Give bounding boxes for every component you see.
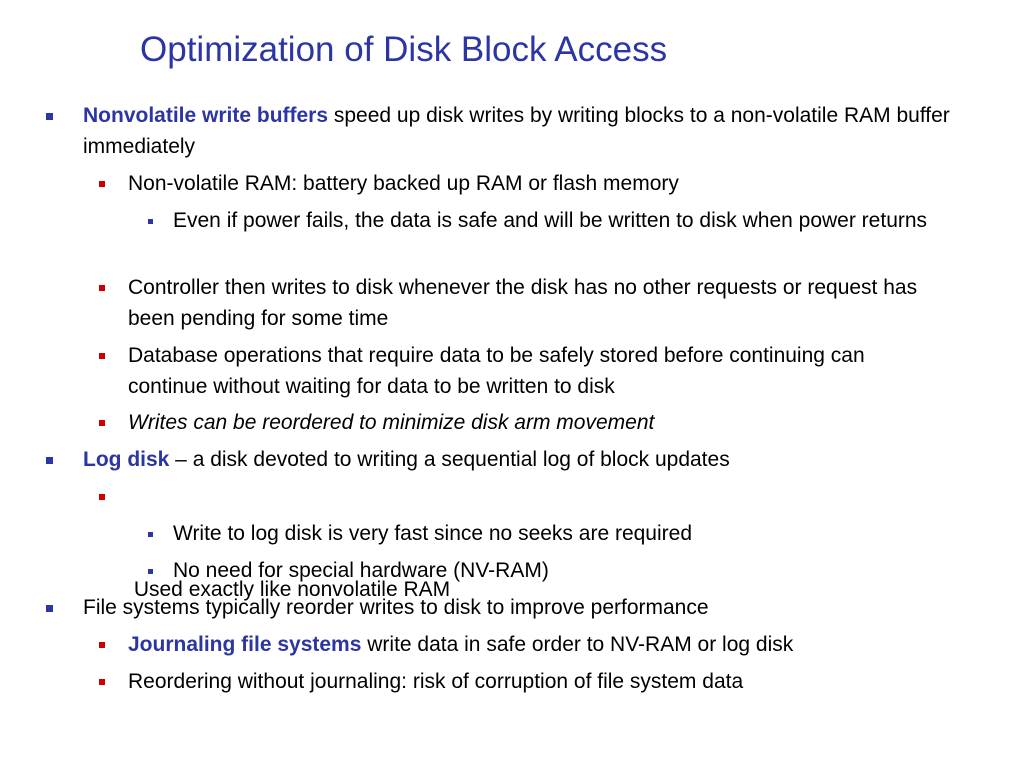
bullet-text: Controller then writes to disk whenever the disk has no other requests or request has been pending for some time [128, 276, 918, 330]
square-bullet-icon [148, 569, 153, 574]
bullet-text: Writes can be reordered to minimize disk arm movement [128, 411, 655, 434]
bullet-controller [128, 272, 968, 334]
square-bullet-icon [99, 181, 105, 187]
bullet-text: No need for special hardware (NV-RAM) [173, 559, 549, 582]
bullet-text: Reordering without journaling: risk of corruption of file system data [128, 670, 744, 693]
bullet-database-operations [128, 340, 938, 402]
square-bullet-icon [99, 285, 105, 291]
bullet-log-disk-fast [173, 518, 963, 549]
square-bullet-icon [99, 494, 105, 500]
bullet-writes-reordered [128, 407, 968, 438]
square-bullet-icon [46, 605, 53, 612]
square-bullet-icon [46, 457, 53, 464]
square-bullet-icon [46, 113, 53, 120]
bullet-text: write data in safe order to NV-RAM or log disk [361, 633, 794, 656]
bullet-text: Write to log disk is very fast since no seeks are required [173, 522, 693, 545]
bullet-text: Database operations that require data to be safely stored before continuing can continue without waiting for data to be written to disk [128, 344, 865, 398]
square-bullet-icon [148, 219, 153, 224]
square-bullet-icon [99, 679, 105, 685]
bullet-text: – a disk devoted to writing a sequential log of block updates [169, 448, 730, 471]
bullet-file-systems [83, 592, 963, 623]
bullet-journaling-file-systems [128, 629, 968, 660]
term-journaling-file-systems: Journaling file systems [128, 633, 362, 656]
bullet-reordering-without-journaling [128, 666, 968, 697]
bullet-text: speed up disk writes by writing blocks to a non-volatile RAM buffer immediately [83, 104, 950, 158]
bullet-power-fails [173, 205, 963, 236]
bullet-log-disk [83, 444, 963, 475]
term-log-disk: Log disk [83, 448, 170, 471]
term-nonvolatile-write-buffers: Nonvolatile write buffers [83, 104, 329, 127]
bullet-text: File systems typically reorder writes to disk to improve performance [83, 596, 709, 619]
square-bullet-icon [99, 642, 105, 648]
square-bullet-icon [99, 420, 105, 426]
square-bullet-icon [99, 353, 105, 359]
square-bullet-icon [148, 532, 153, 537]
bullet-no-special-hardware [173, 555, 963, 586]
bullet-non-volatile-ram [128, 168, 968, 199]
bullet-text: Used exactly like nonvolatile RAM [128, 578, 451, 601]
bullet-text: Non-volatile RAM: battery backed up RAM or flash memory [128, 172, 679, 195]
bullet-text: Even if power fails, the data is safe and will be written to disk when power returns [173, 209, 928, 232]
bullet-nonvolatile-write-buffers [83, 100, 963, 162]
slide-title: Optimization of Disk Block Access [140, 30, 668, 69]
